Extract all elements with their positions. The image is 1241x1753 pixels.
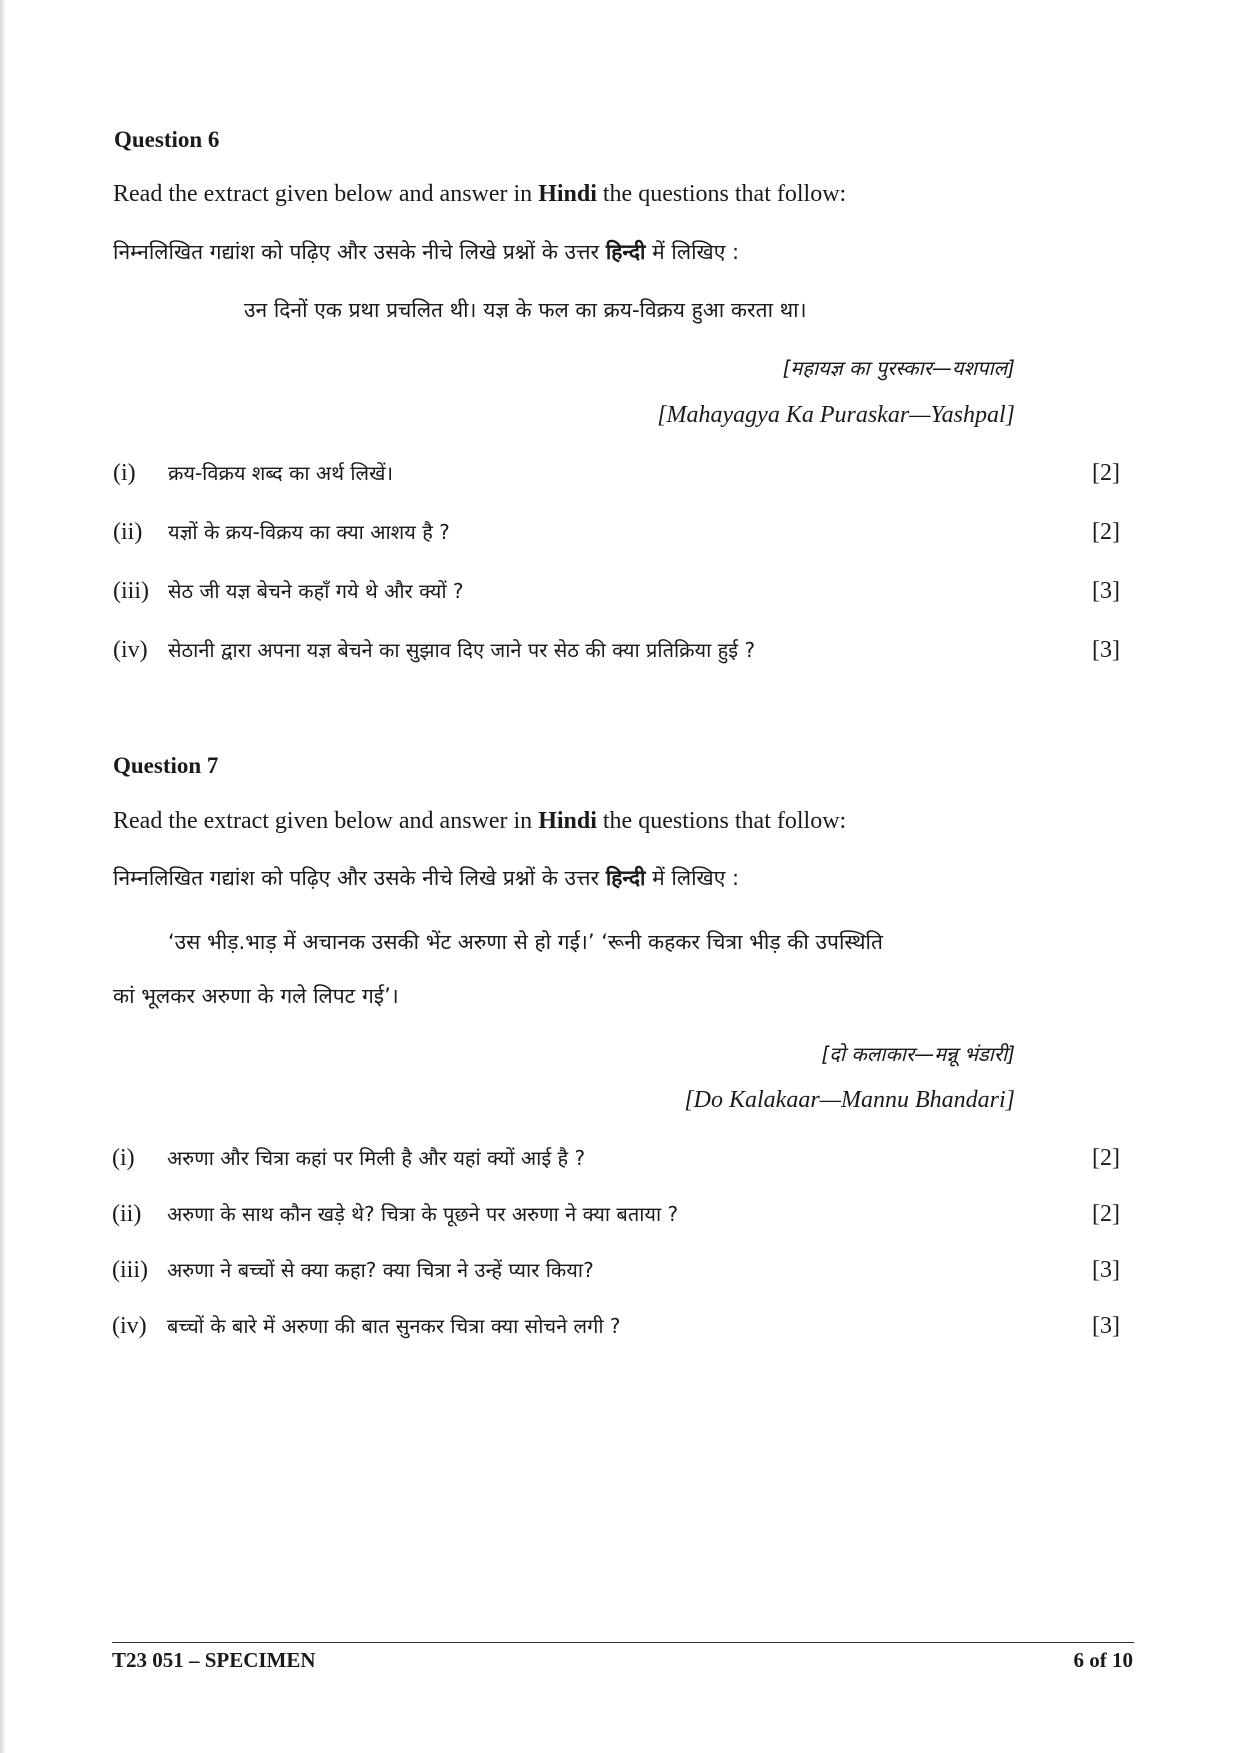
q6-item-3-number: (iii)	[113, 578, 149, 604]
q6-instruction-pre: Read the extract given below and answer in	[113, 181, 539, 207]
q7-item-2-number: (ii)	[112, 1201, 142, 1227]
q7-instruction-pre: Read the extract given below and answer in	[113, 808, 539, 834]
q7-instruction-hindi-pre: निम्नलिखित गद्यांश को पढ़िए और उसके नीचे लिखे प्रश्नों के उत्तर	[113, 866, 606, 890]
page-edge	[0, 0, 6, 1753]
q7-item-3-marks: [3]	[1092, 1257, 1120, 1283]
q6-instruction-hindi-post: में लिखिए :	[645, 240, 740, 264]
q6-instruction-hindi-pre: निम्नलिखित गद्यांश को पढ़िए और उसके नीचे लिखे प्रश्नों के उत्तर	[113, 240, 606, 264]
footer-paper-code: T23 051 – SPECIMEN	[112, 1648, 316, 1672]
q6-item-3-marks: [3]	[1092, 578, 1120, 604]
q7-item-4-marks: [3]	[1092, 1313, 1120, 1339]
q7-item-1-number: (i)	[112, 1145, 135, 1171]
q7-item-2-text: अरुणा के साथ कौन खड़े थे? चित्रा के पूछने पर अरुणा ने क्या बताया ?	[167, 1202, 679, 1226]
q7-item-1-text: अरुणा और चित्रा कहां पर मिली है और यहां क्यों आई है ?	[167, 1146, 586, 1170]
q7-instruction-english	[113, 808, 846, 835]
q6-item-2-marks: [2]	[1092, 519, 1120, 545]
q7-heading: Question 7	[113, 753, 219, 778]
q6-extract: उन दिनों एक प्रथा प्रचलित थी। यज्ञ के फल का क्रय-विक्रय हुआ करता था।	[244, 298, 807, 322]
q7-citation-hindi: [दो कलाकार—मन्नू भंडारी]	[821, 1042, 1015, 1066]
q6-item-4-marks: [3]	[1092, 637, 1120, 663]
q6-citation-hindi: [महायज्ञ का पुरस्कार—यशपाल]	[782, 356, 1015, 380]
q6-item-4-number: (iv)	[113, 637, 148, 663]
q6-item-3-text: सेठ जी यज्ञ बेचने कहाँ गये थे और क्यों ?	[168, 579, 464, 603]
q6-item-4-text: सेठानी द्वारा अपना यज्ञ बेचने का सुझाव दिए जाने पर सेठ की क्या प्रतिक्रिया हुई ?	[168, 638, 756, 662]
q6-item-1-text: क्रय-विक्रय शब्द का अर्थ लिखें।	[168, 461, 394, 485]
q6-item-2-text: यज्ञों के क्रय-विक्रय का क्या आशय है ?	[168, 520, 450, 544]
q6-instruction-bold: Hindi	[538, 181, 597, 207]
q7-item-3-number: (iii)	[112, 1257, 148, 1283]
q6-item-2-number: (ii)	[113, 519, 143, 545]
q7-item-1-marks: [2]	[1092, 1145, 1120, 1171]
q6-instruction-english	[113, 181, 846, 208]
q7-item-4-number: (iv)	[112, 1313, 147, 1339]
footer-rule	[112, 1642, 1134, 1643]
q7-instruction-post: the questions that follow:	[596, 808, 847, 834]
q7-extract-line-2: कां भूलकर अरुणा के गले लिपट गई’।	[113, 984, 399, 1008]
q6-citation-english: [Mahayagya Ka Puraskar—Yashpal]	[657, 402, 1015, 428]
q7-extract-line-1: ‘उस भीड़.भाड़ में अचानक उसकी भेंट अरुणा से हो गई।’ ‘रूनी कहकर चित्रा भीड़ की उपस्थिति	[168, 930, 883, 954]
q7-item-4-text: बच्चों के बारे में अरुणा की बात सुनकर चित्रा क्या सोचने लगी ?	[167, 1314, 621, 1338]
q6-item-1-marks: [2]	[1092, 460, 1120, 486]
q7-instruction-hindi-bold: हिन्दी	[605, 866, 646, 890]
q6-item-1-number: (i)	[113, 460, 136, 486]
q7-instruction-hindi	[113, 864, 739, 892]
q6-instruction-hindi	[113, 238, 739, 266]
q6-instruction-hindi-bold: हिन्दी	[605, 240, 646, 264]
q7-item-2-marks: [2]	[1092, 1201, 1120, 1227]
q7-instruction-bold: Hindi	[538, 808, 597, 834]
q6-heading: Question 6	[114, 127, 220, 152]
footer-page-number: 6 of 10	[1073, 1648, 1133, 1672]
q7-item-3-text: अरुणा ने बच्चों से क्या कहा? क्या चित्रा ने उन्हें प्यार किया?	[167, 1258, 594, 1282]
q6-instruction-post: the questions that follow:	[596, 181, 847, 207]
q7-citation-english: [Do Kalakaar—Mannu Bhandari]	[684, 1087, 1015, 1113]
q7-instruction-hindi-post: में लिखिए :	[645, 866, 740, 890]
